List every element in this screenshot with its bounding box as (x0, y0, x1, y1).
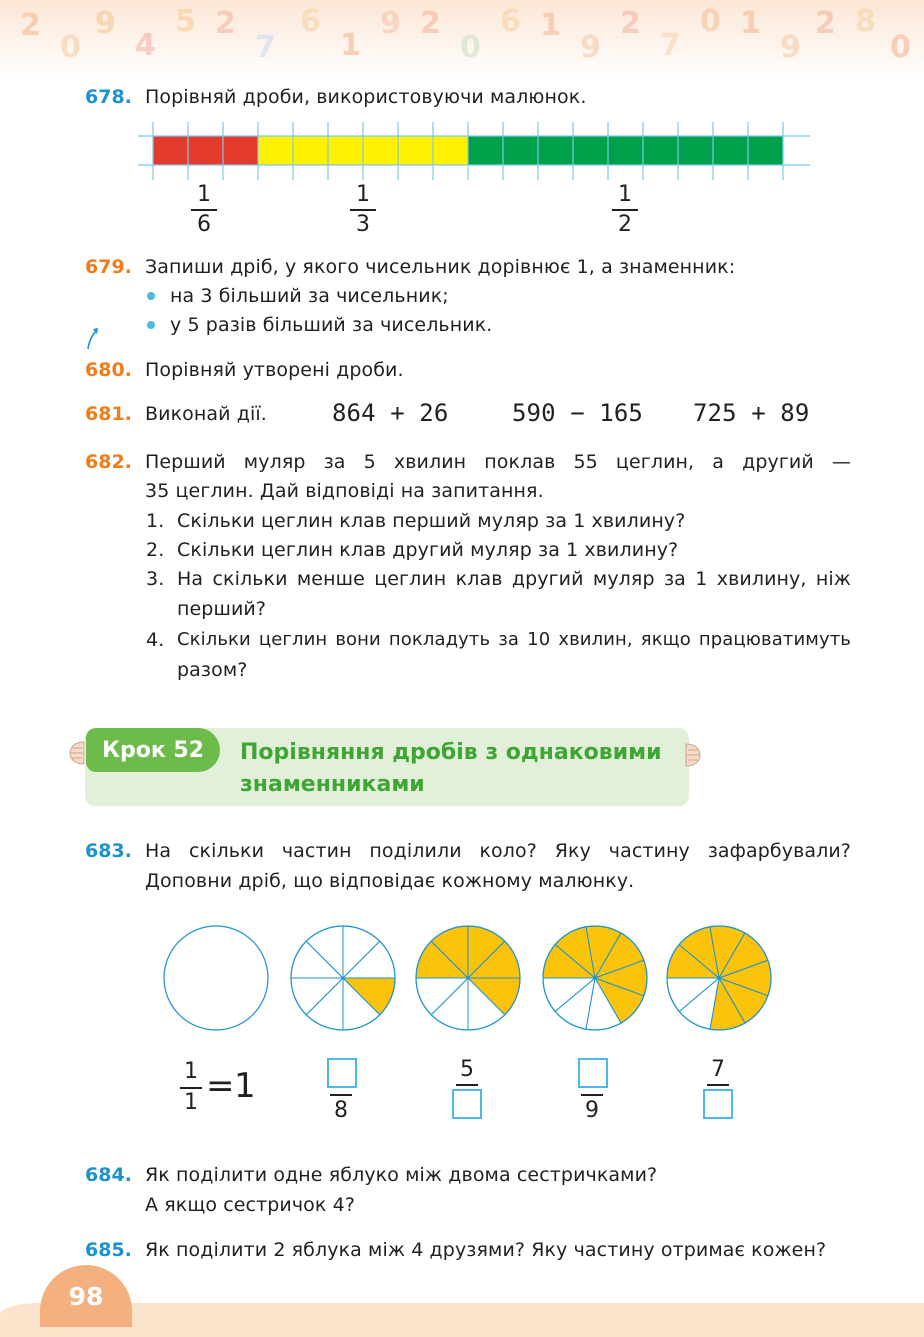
bar-cell (678, 136, 713, 165)
question-text: На скільки менше цеглин клав другий муляр за 1 хвилину, ніж (177, 568, 851, 590)
bar-cell (538, 136, 573, 165)
task-text: Як поділити одне яблуко між двома сестричками? (145, 1164, 658, 1186)
bar-cell (433, 136, 468, 165)
task-number: 682. (85, 451, 132, 473)
bar-cell (153, 136, 188, 165)
numerator-box[interactable] (327, 1058, 357, 1088)
bar-cell (293, 136, 328, 165)
list-item: на 3 більший за чисельник; (170, 285, 449, 307)
hand-icon (682, 740, 704, 770)
expression: 864 + 26 (332, 399, 449, 427)
task-number: 684. (85, 1164, 132, 1186)
fraction-one-third: 1 3 (350, 182, 376, 238)
circle-eighths-five (414, 924, 522, 1032)
task-text: На скільки частин поділили коло? Яку частину зафарбували? (145, 840, 851, 862)
question-number: 3. (146, 568, 165, 590)
bar-cell (363, 136, 398, 165)
list-item: у 5 разів більший за чисельник. (170, 314, 493, 336)
bar-cell (748, 136, 783, 165)
bar-cell (503, 136, 538, 165)
task-text: Перший муляр за 5 хвилин поклав 55 цеглин, а другий — (145, 451, 851, 473)
bar-cell (643, 136, 678, 165)
circle-eighths-one (289, 924, 397, 1032)
task-number: 685. (85, 1239, 132, 1261)
question-number: 4. (146, 629, 165, 651)
circle-ninths-seven (665, 924, 773, 1032)
task-text: Порівняй утворені дроби. (145, 359, 404, 381)
circle-whole (162, 924, 270, 1032)
bar-cell (713, 136, 748, 165)
hand-icon (66, 738, 88, 768)
question-text: Скільки цеглин клав другий муляр за 1 хвилину? (177, 539, 679, 561)
question-number: 2. (146, 539, 165, 561)
bullet (147, 321, 155, 329)
task-text: Доповни дріб, що відповідає кожному малюнку. (145, 870, 635, 892)
question-text: разом? (177, 659, 248, 681)
numerator-box[interactable] (578, 1058, 608, 1088)
bar-cell (328, 136, 363, 165)
bar-cell (468, 136, 503, 165)
bullet (147, 292, 155, 300)
header-decoration: 2 0 9 4 5 2 7 6 1 9 2 0 6 1 9 2 7 0 1 9 2 8 0 (0, 0, 924, 80)
task-number: 681. (85, 403, 132, 425)
task-text: Виконай дії. (145, 403, 267, 425)
denominator-box[interactable] (452, 1089, 482, 1119)
bar-cell (188, 136, 223, 165)
step-title: Порівняння дробів з однаковими знаменниками (240, 740, 662, 797)
task-text: 35 цеглин. Дай відповіді на запитання. (145, 480, 544, 502)
bar-cell (258, 136, 293, 165)
fraction-one-half: 1 2 (612, 182, 638, 238)
question-text: перший? (177, 598, 267, 620)
task-text: Запиши дріб, у якого чисельник дорівнює 1, а знаменник: (145, 256, 736, 278)
expression: 725 + 89 (693, 399, 810, 427)
task-number: 683. (85, 840, 132, 862)
bar-cell (223, 136, 258, 165)
bar-cell (608, 136, 643, 165)
task-text: Порівняй дроби, використовуючи малюнок. (145, 86, 587, 108)
step-tag: Крок 52 (86, 728, 220, 772)
task-number: 680. (85, 359, 132, 381)
task-number: 679. (85, 256, 132, 278)
footer-decoration (0, 1303, 924, 1337)
question-text: Скільки цеглин клав перший муляр за 1 хвилину? (177, 510, 686, 532)
question-number: 1. (146, 510, 165, 532)
task-number: 678. (85, 86, 132, 108)
page-number: 98 (40, 1265, 132, 1327)
task-text: Як поділити 2 яблука між 4 друзями? Яку частину отримає кожен? (145, 1239, 827, 1261)
question-text: Скільки цеглин вони покладуть за 10 хвилин, якщо працюватимуть (177, 629, 851, 650)
denominator-box[interactable] (703, 1089, 733, 1119)
circle-ninths (541, 924, 649, 1032)
bar-cell (398, 136, 433, 165)
bar-cell (573, 136, 608, 165)
fraction-one-sixth: 1 6 (191, 182, 217, 238)
expression: 590 − 165 (512, 399, 643, 427)
task-text: А якщо сестричок 4? (145, 1194, 355, 1216)
fraction-bar (138, 122, 810, 180)
connector-arrow-icon (84, 325, 102, 351)
